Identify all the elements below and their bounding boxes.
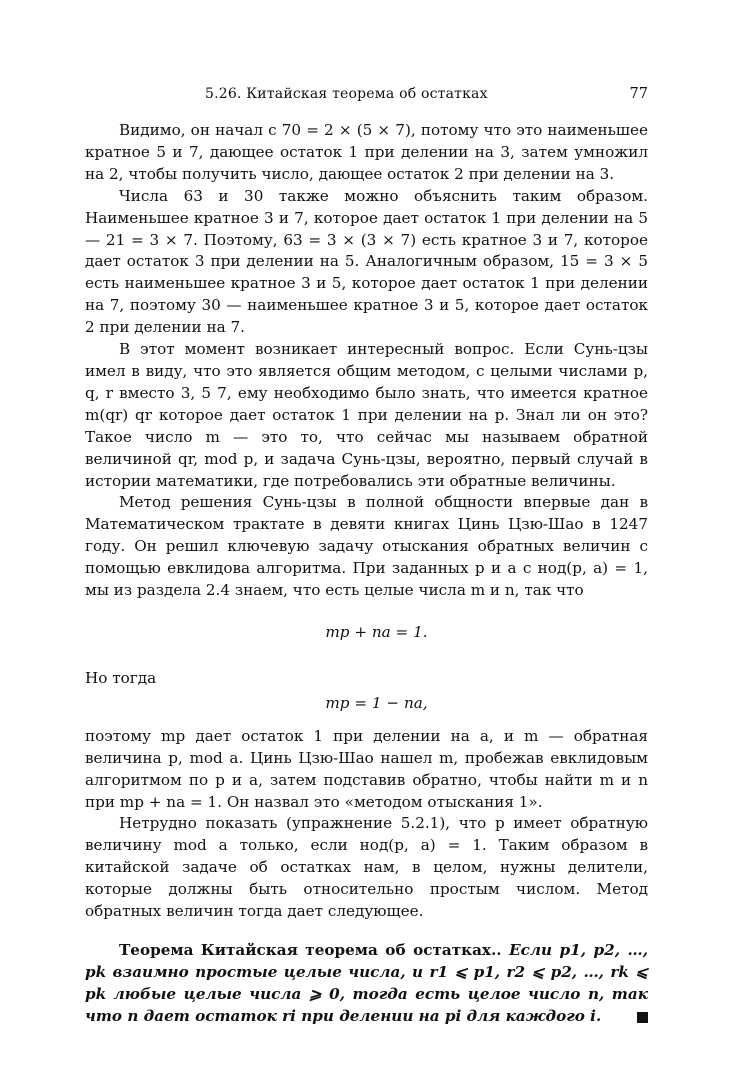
paragraph-3: В этот момент возникает интересный вопрос. Если Сунь-цзы имел в виду, что это является общим методом, с целыми числами p, q, r вместо 3, 5 7, ему необходимо было знать, что имеется кратное m(qr) qr которое дает остаток 1 при делении на p. Знал ли он это? Такое число m — это то, что сейчас мы называем обратной величиной qr, mod p, и задача Сунь-цзы, вероятно, первый случай в истории математики, где потребовались эти обратные величины. — [85, 340, 648, 490]
page-body — [85, 120, 648, 1028]
page-header — [85, 84, 648, 106]
end-of-proof-square-icon — [637, 1012, 648, 1023]
theorem-block — [85, 940, 648, 1028]
equation-mp-na-1: mp + na = 1. — [325, 622, 428, 641]
running-title: 5.26. Китайская теорема об остатках — [205, 86, 488, 102]
equation-mp-1-na: mp = 1 − na, — [325, 693, 428, 712]
but-then-line: Но тогда — [85, 668, 157, 687]
paragraph-2: Числа 63 и 30 также можно объяснить таким образом. Наименьшее кратное 3 и 7, которое дает остаток 1 при делении на 5 — 21 = 3 × 7. Поэтому, 63 = 3 × (3 × 7) есть кратное 3 и 7, которое дает остаток 3 при делении на 5. Аналогичным образом, 15 = 3 × 5 есть наименьшее кратное 3 и 5, которое дает остаток 1 при делении на 7, поэтому 30 — наименьшее кратное 3 и 5, которое дает остаток 2 при делении на 7. — [85, 186, 648, 337]
paragraph-5: поэтому mp дает остаток 1 при делении на a, и m — обратная величина p, mod a. Цинь Цзю-Шао нашел m, пробежав евклидовым алгоритмом по p и a, затем подставив обратно, чтобы найти m и n при mp + na = 1. Он назвал это «методом отыскания 1». — [85, 726, 648, 811]
theorem-statement: Если p1, p2, …, pk взаимно простые целые числа, и r1 ⩽ p1, r2 ⩽ p2, …, rk ⩽ pk любые целые числа ⩾ 0, тогда есть целое число n, так что n дает остаток ri при делении на pi для каждого i. — [85, 941, 648, 1025]
theorem-title: Теорема Китайская теорема об остатках.. — [119, 941, 502, 959]
paragraph-4: Метод решения Сунь-цзы в полной общности впервые дан в Математическом трактате в девяти книгах Цинь Цзю-Шао в 1247 году. Он решил ключевую задачу отыскания обратных величин с помощью евклидова алгоритма. При заданных p и a с нод(p, a) = 1, мы из раздела 2.4 знаем, что есть целые числа m и n, так что — [85, 493, 648, 600]
page-number: 77 — [629, 86, 648, 102]
paragraph-6: Нетрудно показать (упражнение 5.2.1), что p имеет обратную величину mod a только, если нод(p, a) = 1. Таким образом в китайской задаче об остатках нам, в целом, нужны делители, которые должны быть относительно простым числом. Метод обратных величин тогда дает следующее. — [85, 814, 648, 921]
paragraph-1: Видимо, он начал с 70 = 2 × (5 × 7), потому что это наименьшее кратное 5 и 7, дающее остаток 1 при делении на 3, затем умножил на 2, чтобы получить число, дающее остаток 2 при делении на 3. — [85, 121, 648, 183]
